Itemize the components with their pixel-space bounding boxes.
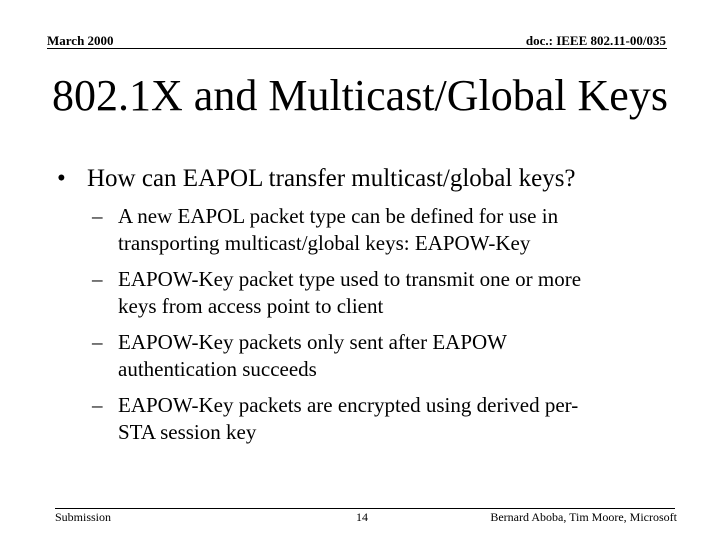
bullet-marker: • (57, 165, 66, 192)
sub-bullet-line: A new EAPOL packet type can be defined for use in (118, 204, 559, 228)
footer-divider (55, 508, 675, 509)
dash-marker: – (92, 267, 103, 291)
sub-bullet-line: EAPOW-Key packet type used to transmit one or more (118, 267, 582, 291)
dash-marker: – (92, 393, 103, 417)
header-doc-id: doc.: IEEE 802.11-00/035 (525, 33, 666, 48)
sub-bullet-line: keys from access point to client (118, 294, 384, 318)
footer-authors: Bernard Aboba, Tim Moore, Microsoft (490, 510, 677, 524)
sub-bullet-line: EAPOW-Key packets only sent after EAPOW (118, 330, 507, 354)
main-bullet-text: How can EAPOL transfer multicast/global keys? (87, 165, 576, 192)
sub-bullet-list (92, 203, 692, 455)
sub-bullet-line: STA session key (118, 420, 257, 444)
dash-marker: – (92, 330, 103, 354)
slide-title: 802.1X and Multicast/Global Keys (52, 71, 668, 120)
sub-bullet-line: transporting multicast/global keys: EAPOW-Key (118, 231, 531, 255)
sub-bullet-item (92, 329, 692, 383)
sub-bullet-item (92, 392, 692, 446)
main-bullet (57, 164, 576, 194)
header-divider (47, 48, 667, 49)
dash-marker: – (92, 204, 103, 228)
footer-submission: Submission (55, 510, 112, 524)
sub-bullet-item (92, 203, 692, 257)
header-date: March 2000 (47, 33, 114, 48)
sub-bullet-line: authentication succeeds (118, 357, 317, 381)
sub-bullet-item (92, 266, 692, 320)
page-number: 14 (356, 510, 368, 524)
sub-bullet-line: EAPOW-Key packets are encrypted using derived per- (118, 393, 579, 417)
